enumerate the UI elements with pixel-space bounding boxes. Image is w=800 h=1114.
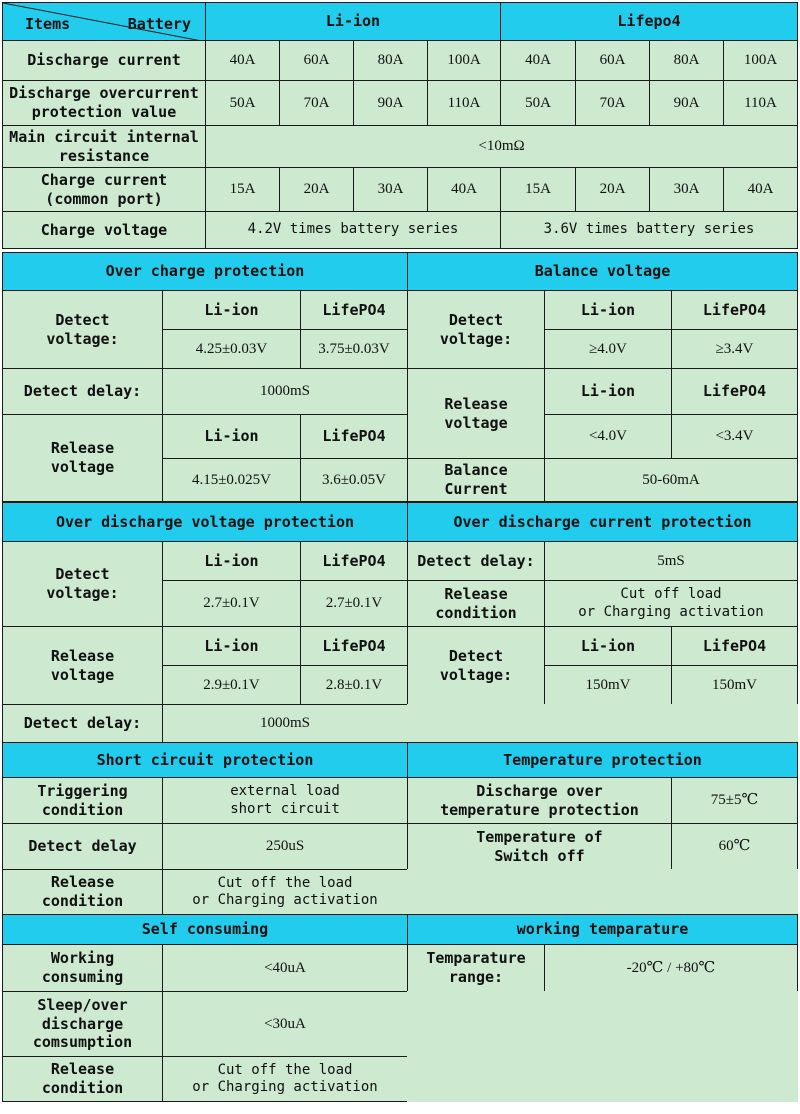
odv-release-col-lifepo4: LifePO4	[300, 626, 408, 666]
overcurrent-value: 90A	[353, 80, 428, 126]
overcurrent-label: Discharge overcurrent protection value	[2, 80, 206, 126]
empty-cell	[407, 869, 798, 915]
odv-delay-label: Detect delay:	[2, 704, 163, 743]
corner-battery-label: Battery	[127, 15, 191, 33]
odv-col-li-ion: Li-ion	[162, 541, 301, 581]
oc-detect-li-ion: 4.25±0.03V	[162, 329, 301, 369]
bal-detect-li-ion: ≥4.0V	[544, 329, 672, 369]
bal-detect-lifepo4: ≥3.4V	[671, 329, 798, 369]
sc-sleep-label: Sleep/over discharge comsumption	[2, 991, 163, 1057]
bal-release-li-ion: <4.0V	[544, 414, 672, 459]
temperature-protection-title: Temperature protection	[407, 742, 798, 778]
overcurrent-value: 90A	[649, 80, 724, 126]
oc-release-li-ion: 4.15±0.025V	[162, 458, 301, 502]
temp-discharge-label: Discharge over temperature protection	[407, 777, 672, 824]
overcurrent-value: 50A	[205, 80, 280, 126]
charge-current-value: 20A	[575, 167, 650, 212]
oc-detect-voltage-label: Detect voltage:	[2, 290, 163, 369]
odc-col-li-ion: Li-ion	[544, 626, 672, 666]
bal-current-value: 50-60mA	[544, 458, 798, 502]
discharge-current-value: 40A	[205, 40, 280, 81]
bal-current-label: Balance Current	[407, 458, 545, 502]
bal-detect-label: Detect voltage:	[407, 290, 545, 369]
overcurrent-value: 70A	[279, 80, 354, 126]
wt-range-label: Temparature range:	[407, 944, 545, 992]
oc-delay-value: 1000mS	[162, 368, 408, 415]
overcurrent-value: 110A	[723, 80, 798, 126]
sc-trigger-label: Triggering condition	[2, 777, 163, 824]
oc-release-col-li-ion: Li-ion	[162, 414, 301, 459]
short-circuit-title: Short circuit protection	[2, 742, 408, 778]
sc-delay-value: 250uS	[162, 823, 408, 870]
odv-release-label: Release voltage	[2, 626, 163, 705]
over-discharge-current-title: Over discharge current protection	[407, 502, 798, 542]
overcurrent-value: 70A	[575, 80, 650, 126]
bal-release-col-lifepo4: LifePO4	[671, 368, 798, 415]
sc-trigger-value: external load short circuit	[162, 777, 408, 824]
oc-release-lifepo4: 3.6±0.05V	[300, 458, 408, 502]
selfc-release-label: Release condition	[2, 1056, 163, 1102]
odc-detect-label: Detect voltage:	[407, 626, 545, 705]
oc-col-li-ion: Li-ion	[162, 290, 301, 330]
overcurrent-value: 110A	[427, 80, 501, 126]
discharge-current-value: 80A	[649, 40, 724, 81]
odv-detect-li-ion: 2.7±0.1V	[162, 580, 301, 627]
balance-voltage-title: Balance voltage	[407, 252, 798, 291]
temp-switch-label: Temperature of Switch off	[407, 823, 672, 870]
oc-release-label: Release voltage	[2, 414, 163, 502]
oc-detect-lifepo4: 3.75±0.03V	[300, 329, 408, 369]
charge-voltage-lifepo4: 3.6V times battery series	[500, 211, 798, 249]
charge-current-value: 30A	[649, 167, 724, 212]
odv-release-col-li-ion: Li-ion	[162, 626, 301, 666]
charge-current-label: Charge current (common port)	[2, 167, 206, 212]
discharge-current-value: 100A	[427, 40, 501, 81]
self-consuming-title: Self consuming	[2, 914, 408, 945]
odv-col-lifepo4: LifePO4	[300, 541, 408, 581]
odv-release-lifepo4: 2.8±0.1V	[300, 665, 408, 705]
corner-items-label: Items	[25, 15, 71, 33]
discharge-current-label: Discharge current	[2, 40, 206, 81]
bal-release-lifepo4: <3.4V	[671, 414, 798, 459]
sc-sleep-value: <30uA	[162, 991, 408, 1057]
bal-col-lifepo4: LifePO4	[671, 290, 798, 330]
sc-working-label: Working consuming	[2, 944, 163, 992]
charge-voltage-label: Charge voltage	[2, 211, 206, 249]
odv-detect-lifepo4: 2.7±0.1V	[300, 580, 408, 627]
li-ion-header: Li-ion	[205, 2, 501, 41]
lifepo4-header: Lifepo4	[500, 2, 798, 41]
oc-delay-label: Detect delay:	[2, 368, 163, 415]
wt-range-value: -20℃ / +80℃	[544, 944, 798, 992]
discharge-current-value: 80A	[353, 40, 428, 81]
sc-release-value: Cut off the load or Charging activation	[162, 869, 408, 915]
discharge-current-value: 60A	[575, 40, 650, 81]
sc-delay-label: Detect delay	[2, 823, 163, 870]
over-charge-title: Over charge protection	[2, 252, 408, 291]
charge-voltage-li-ion: 4.2V times battery series	[205, 211, 501, 249]
charge-current-value: 20A	[279, 167, 354, 212]
charge-current-value: 30A	[353, 167, 428, 212]
discharge-current-value: 60A	[279, 40, 354, 81]
odc-col-lifepo4: LifePO4	[671, 626, 798, 666]
empty-cell	[407, 704, 798, 743]
sc-working-value: <40uA	[162, 944, 408, 992]
odc-delay-value: 5mS	[544, 541, 798, 581]
overcurrent-value: 50A	[500, 80, 576, 126]
discharge-current-value: 100A	[723, 40, 798, 81]
internal-resistance-label: Main circuit internal resistance	[2, 125, 206, 168]
odc-detect-lifepo4: 150mV	[671, 665, 798, 705]
oc-release-col-lifepo4: LifePO4	[300, 414, 408, 459]
temp-discharge-value: 75±5℃	[671, 777, 798, 824]
odc-detect-li-ion: 150mV	[544, 665, 672, 705]
over-discharge-voltage-title: Over discharge voltage protection	[2, 502, 408, 542]
selfc-release-value: Cut off the load or Charging activation	[162, 1056, 408, 1102]
odc-delay-label: Detect delay:	[407, 541, 545, 581]
odc-release-value: Cut off load or Charging activation	[544, 580, 798, 627]
sc-release-label: Release condition	[2, 869, 163, 915]
internal-resistance-value: <10mΩ	[205, 125, 798, 168]
charge-current-value: 40A	[723, 167, 798, 212]
bal-release-col-li-ion: Li-ion	[544, 368, 672, 415]
working-temperature-title: working temparature	[407, 914, 798, 945]
odv-release-li-ion: 2.9±0.1V	[162, 665, 301, 705]
discharge-current-value: 40A	[500, 40, 576, 81]
charge-current-value: 15A	[500, 167, 576, 212]
odv-delay-value: 1000mS	[162, 704, 408, 743]
charge-current-value: 40A	[427, 167, 501, 212]
odc-release-label: Release condition	[407, 580, 545, 627]
charge-current-value: 15A	[205, 167, 280, 212]
empty-cell	[407, 991, 798, 1102]
temp-switch-value: 60℃	[671, 823, 798, 870]
oc-col-lifepo4: LifePO4	[300, 290, 408, 330]
bal-col-li-ion: Li-ion	[544, 290, 672, 330]
odv-detect-label: Detect voltage:	[2, 541, 163, 627]
bal-release-label: Release voltage	[407, 368, 545, 459]
corner-header-cell	[2, 2, 206, 41]
